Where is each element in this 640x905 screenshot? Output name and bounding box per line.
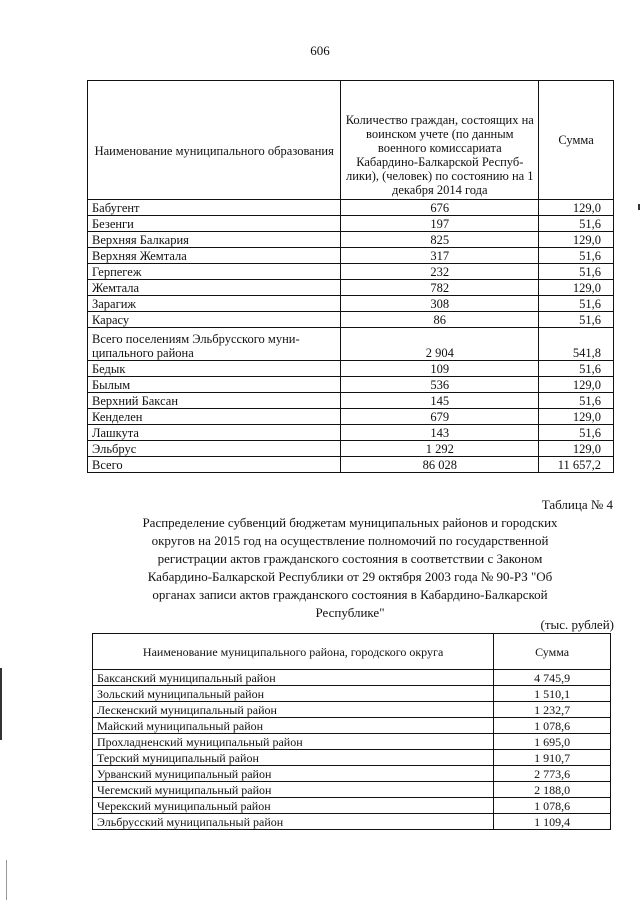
row-count: 1 292: [341, 441, 539, 457]
table-4: [92, 633, 611, 830]
row-sum: 1 695,0: [494, 734, 611, 750]
scan-margin-mark: [6, 860, 7, 900]
table-row: [88, 377, 614, 393]
row-sum: 51,6: [539, 248, 614, 264]
row-sum: 51,6: [539, 216, 614, 232]
row-sum: 11 657,2: [539, 457, 614, 473]
table-4-header-sum: Сумма: [494, 634, 611, 670]
table-row: [93, 750, 611, 766]
table-row: [93, 798, 611, 814]
row-name: Бедык: [88, 361, 341, 377]
row-count: 825: [341, 232, 539, 248]
row-sum: 2 188,0: [494, 782, 611, 798]
row-sum: 129,0: [539, 200, 614, 216]
table-row: [93, 718, 611, 734]
table-row: [88, 312, 614, 328]
table-row: [88, 280, 614, 296]
row-name: Урванский муниципальный район: [93, 766, 494, 782]
row-count: 308: [341, 296, 539, 312]
row-sum: 129,0: [539, 441, 614, 457]
row-sum: 1 910,7: [494, 750, 611, 766]
row-sum: 1 232,7: [494, 702, 611, 718]
row-count: 145: [341, 393, 539, 409]
table-row: [93, 766, 611, 782]
table-row: [88, 216, 614, 232]
table-row: [88, 425, 614, 441]
row-name: Баксанский муниципальный район: [93, 670, 494, 686]
row-count: 676: [341, 200, 539, 216]
table-row: [93, 734, 611, 750]
table-row: [93, 782, 611, 798]
table-row: [88, 264, 614, 280]
table-3-header-name: Наименование муниципального образования: [88, 81, 341, 200]
row-sum: 4 745,9: [494, 670, 611, 686]
row-sum: 51,6: [539, 361, 614, 377]
table-row: [88, 361, 614, 377]
table-row: [88, 409, 614, 425]
table-3-header-row: [88, 81, 614, 200]
table-4-label: Таблица № 4: [541, 497, 613, 512]
table-4-header-name: Наименование муниципального района, городского округа: [93, 634, 494, 670]
row-count: 536: [341, 377, 539, 393]
table-row: [88, 232, 614, 248]
row-name: Верхняя Балкария: [88, 232, 341, 248]
table-row: [88, 328, 614, 361]
row-sum: 129,0: [539, 377, 614, 393]
row-name: Зольский муниципальный район: [93, 686, 494, 702]
row-name: Чегемский муниципальный район: [93, 782, 494, 798]
row-sum: 1 078,6: [494, 798, 611, 814]
row-sum: 51,6: [539, 425, 614, 441]
row-name: Герпегеж: [88, 264, 341, 280]
row-sum: 1 078,6: [494, 718, 611, 734]
row-count: 143: [341, 425, 539, 441]
row-count: 317: [341, 248, 539, 264]
row-name: Бабугент: [88, 200, 341, 216]
table-row: [93, 686, 611, 702]
row-sum: 129,0: [539, 232, 614, 248]
row-count: 86: [341, 312, 539, 328]
row-sum: 1 510,1: [494, 686, 611, 702]
table-3-header-count: Количество граждан, состоящих на воинском учете (по данным военного комиссариата Кабардино-Балкарской Респуб-лики), (человек) по состоянию на 1 декабря 2014 года: [341, 81, 539, 200]
row-sum: 2 773,6: [494, 766, 611, 782]
row-sum: 541,8: [539, 328, 614, 361]
row-name: Верхний Баксан: [88, 393, 341, 409]
row-name: Лескенский муниципальный район: [93, 702, 494, 718]
row-name: Жемтала: [88, 280, 341, 296]
row-name: Зарагиж: [88, 296, 341, 312]
row-name: Прохладненский муниципальный район: [93, 734, 494, 750]
scan-margin-mark: [0, 668, 2, 740]
table-4-units: (тыс. рублей): [540, 617, 614, 632]
row-name: Эльбрус: [88, 441, 341, 457]
table-4-header-row: [93, 634, 611, 670]
row-sum: 129,0: [539, 280, 614, 296]
table-4-title: Распределение субвенций бюджетам муниципальных районов и городских округов на 2015 год на осуществление полномочий по государственной регистрации актов гражданского состояния в соответствии с Законом Кабардино-Балкарской Республики от 29 октября 2003 года № 90-РЗ "Об органах записи актов гражданского состояния в Кабардино-Балкарской Республике": [142, 515, 558, 620]
row-sum: 51,6: [539, 264, 614, 280]
row-name: Безенги: [88, 216, 341, 232]
row-sum: 129,0: [539, 409, 614, 425]
row-name: Лашкута: [88, 425, 341, 441]
row-name: Былым: [88, 377, 341, 393]
row-name: Верхняя Жемтала: [88, 248, 341, 264]
table-row: [93, 670, 611, 686]
table-row: [93, 814, 611, 830]
row-name: Эльбрусский муниципальный район: [93, 814, 494, 830]
page-number: 606: [310, 43, 330, 58]
row-name: Майский муниципальный район: [93, 718, 494, 734]
row-count: 782: [341, 280, 539, 296]
row-sum: 51,6: [539, 312, 614, 328]
row-name: Черекский муниципальный район: [93, 798, 494, 814]
table-row: [93, 702, 611, 718]
row-name: Кенделен: [88, 409, 341, 425]
row-count: 679: [341, 409, 539, 425]
table-row: [88, 441, 614, 457]
row-sum: 1 109,4: [494, 814, 611, 830]
row-name: Карасу: [88, 312, 341, 328]
row-count: 86 028: [341, 457, 539, 473]
table-row: [88, 296, 614, 312]
row-count: 197: [341, 216, 539, 232]
row-count: 109: [341, 361, 539, 377]
row-sum: 51,6: [539, 393, 614, 409]
row-name: Всего поселениям Эльбрусского муни-ципального района: [88, 328, 341, 361]
table-3: [87, 80, 614, 473]
table-row: [88, 248, 614, 264]
table-row: [88, 200, 614, 216]
row-name: Терский муниципальный район: [93, 750, 494, 766]
table-3-header-sum: Сумма: [539, 81, 614, 200]
row-count: 2 904: [341, 328, 539, 361]
table-row: [88, 457, 614, 473]
table-row: [88, 393, 614, 409]
row-count: 232: [341, 264, 539, 280]
row-sum: 51,6: [539, 296, 614, 312]
row-name: Всего: [88, 457, 341, 473]
